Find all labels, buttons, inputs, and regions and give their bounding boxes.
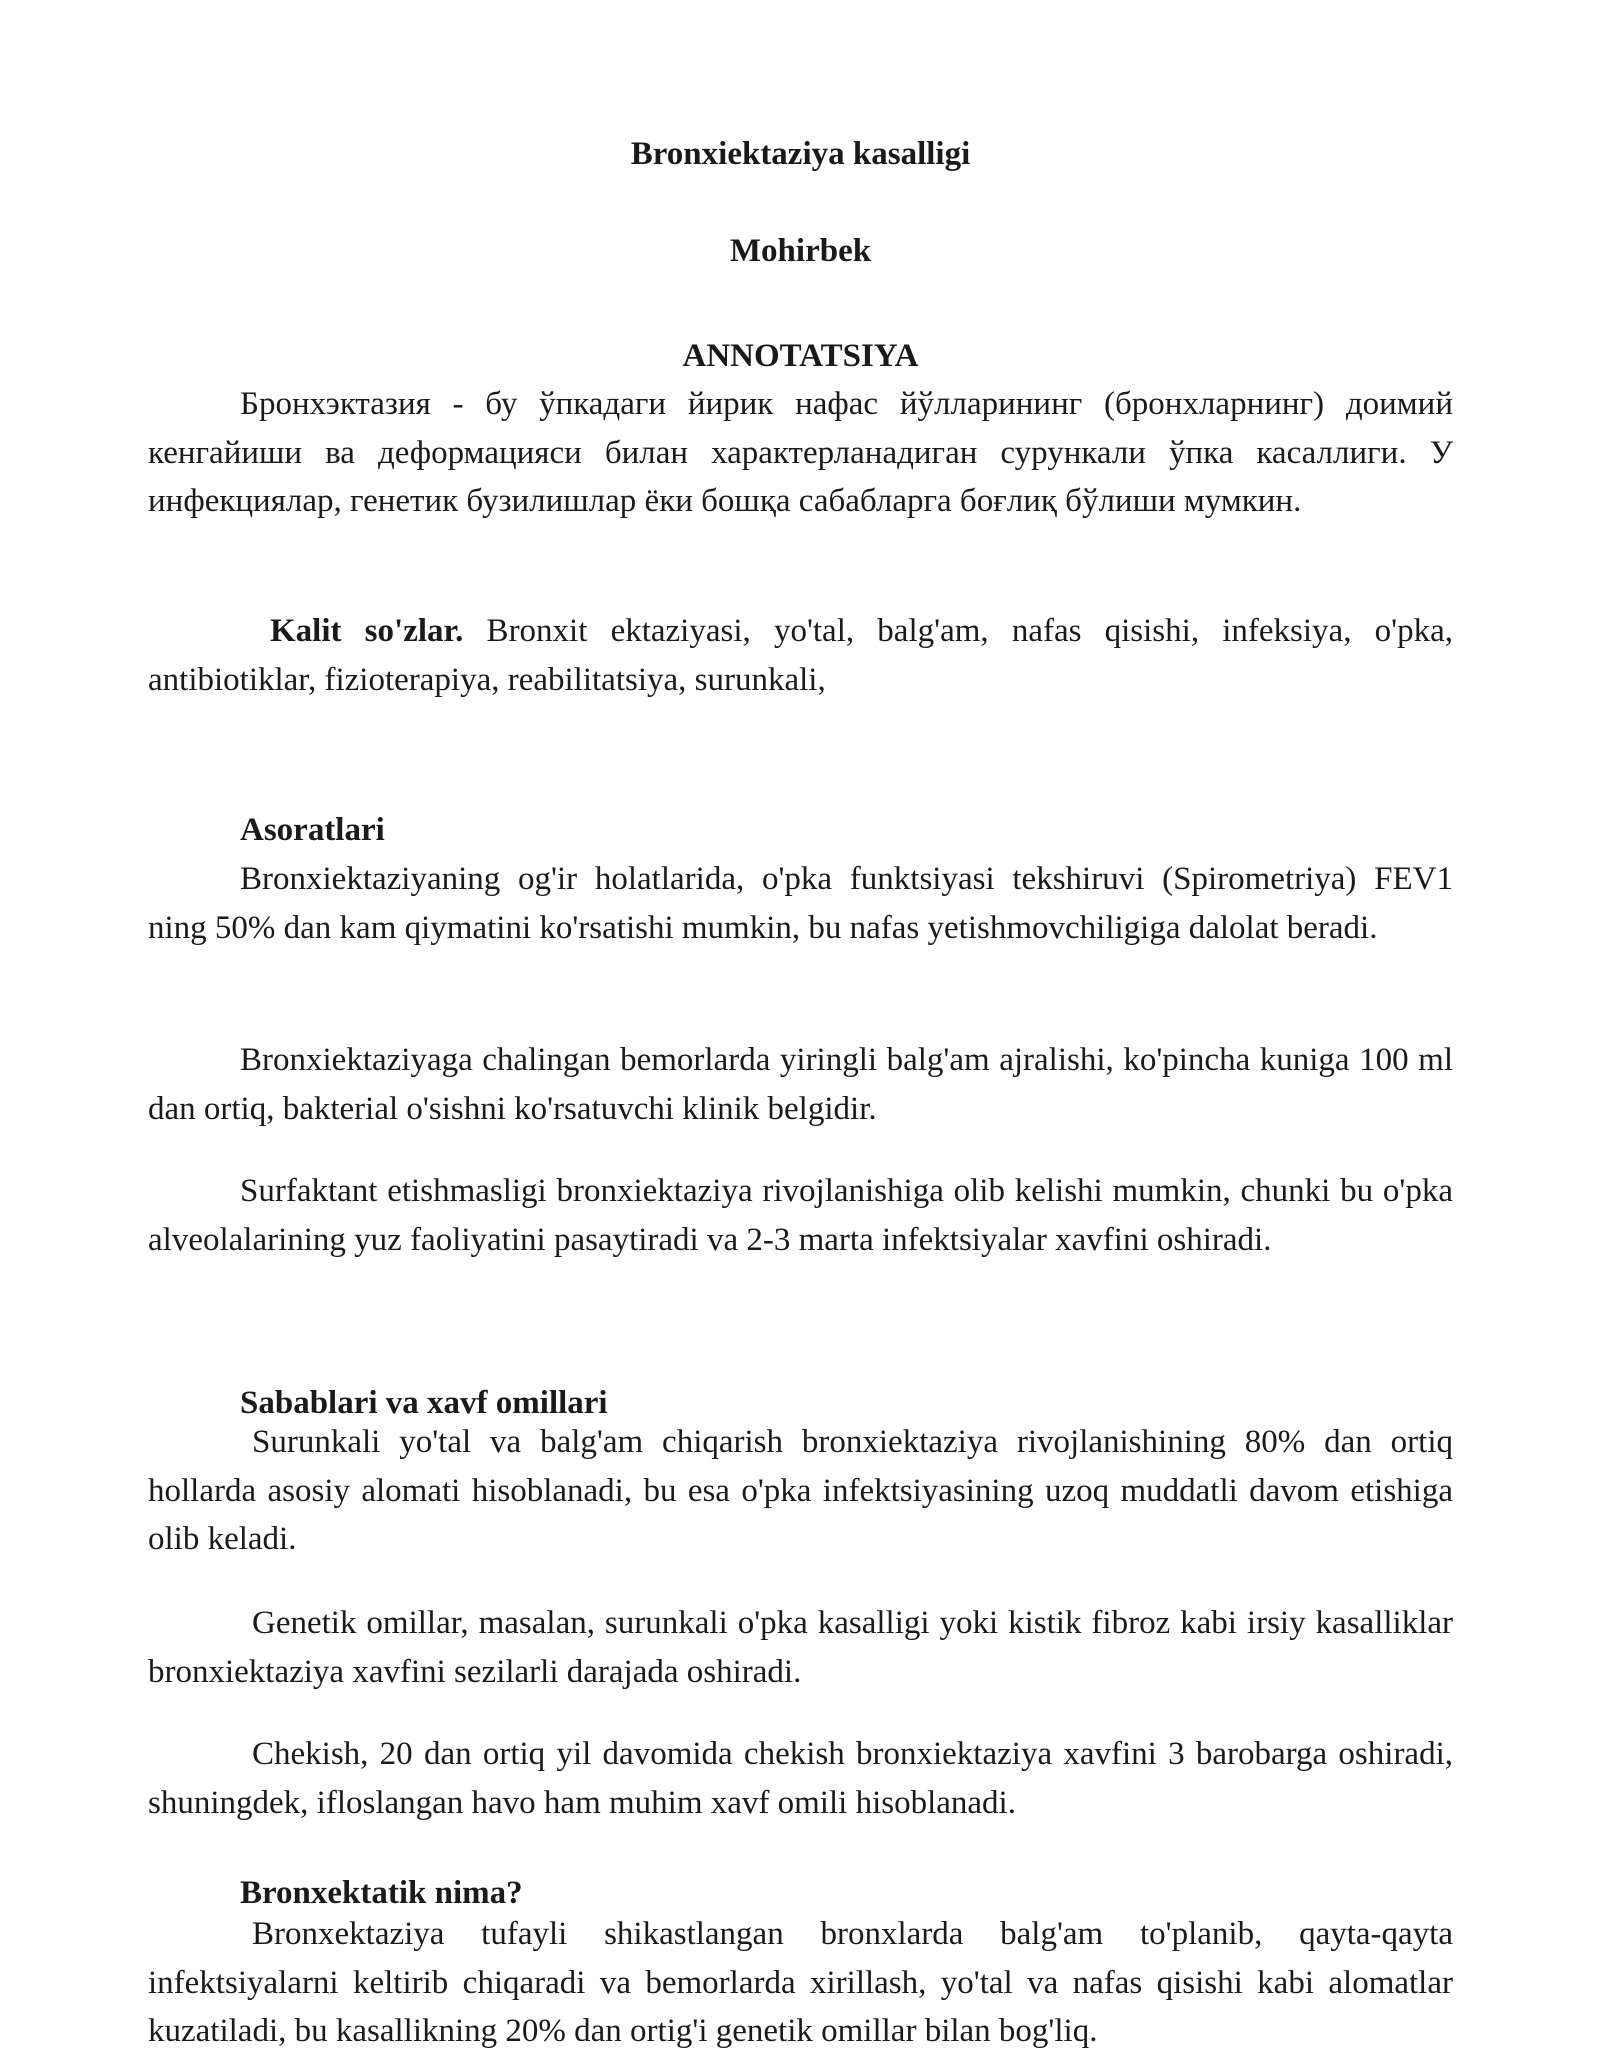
document-author: Mohirbek <box>729 233 872 269</box>
section-heading-asoratlari: Asoratlari <box>240 812 385 848</box>
keywords-text: Bronxit ektaziyasi, yo'tal, balg'am, nafas qisishi, infeksiya, o'pka, antibiotiklar, fizioterapiya, reabilitatsiya, surunkali, <box>148 613 1453 698</box>
keywords-label: Kalit so'zlar. <box>270 613 464 649</box>
section-paragraph: Bronxiektaziyaning og'ir holatlarida, o'pka funktsiyasi tekshiruvi (Spirometriya) FEV1 ning 50% dan kam qiymatini ko'rsatishi mumkin, bu nafas yetishmovchiligiga dalolat beradi. <box>148 861 1453 946</box>
abstract-text: Бронхэктазия - бу ўпкадаги йирик нафас йўлларининг (бронхларнинг) доимий кенгайиши ва деформацияси билан характерланадиган сурункали ўпка касаллиги. У инфекциялар, генетик бузилишлар ёки бошқа сабабларга боғлиқ бўлиши мумкин. <box>148 386 1453 519</box>
section-paragraph: Surfaktant etishmasligi bronxiektaziya rivojlanishiga olib kelishi mumkin, chunki bu o'pka alveolalarining yuz faoliyatini pasaytiradi va 2-3 marta infektsiyalar xavfini oshiradi. <box>148 1173 1453 1258</box>
section-heading-bronxektatik: Bronxektatik nima? <box>240 1875 523 1911</box>
abstract-heading: ANNOTATSIYA <box>682 338 919 374</box>
section-heading-sabablari: Sabablari va xavf omillari <box>240 1385 608 1421</box>
section-paragraph: Bronxektaziya tufayli shikastlangan bronxlarda balg'am to'planib, qayta-qayta infektsiyalarni keltirib chiqaradi va bemorlarda xirillash, yo'tal va nafas qisishi kabi alomatlar kuzatiladi, bu kasallikning 20% dan ortig'i genetik omillar bilan bog'liq. <box>148 1916 1453 2049</box>
section-paragraph: Surunkali yo'tal va balg'am chiqarish bronxiektaziya rivojlanishining 80% dan ortiq hollarda asosiy alomati hisoblanadi, bu esa o'pka infektsiyasining uzoq muddatli davom etishiga olib keladi. <box>148 1424 1453 1557</box>
document-title: Bronxiektaziya kasalligi <box>630 136 971 172</box>
keywords-paragraph <box>148 607 1453 704</box>
section-paragraph: Bronxiektaziyaga chalingan bemorlarda yiringli balg'am ajralishi, ko'pincha kuniga 100 ml dan ortiq, bakterial o'sishni ko'rsatuvchi klinik belgidir. <box>148 1042 1453 1127</box>
section-paragraph: Genetik omillar, masalan, surunkali o'pka kasalligi yoki kistik fibroz kabi irsiy kasalliklar bronxiektaziya xavfini sezilarli darajada oshiradi. <box>148 1605 1453 1690</box>
section-paragraph: Chekish, 20 dan ortiq yil davomida chekish bronxiektaziya xavfini 3 barobarga oshiradi, shuningdek, ifloslangan havo ham muhim xavf omili hisoblanadi. <box>148 1736 1453 1821</box>
